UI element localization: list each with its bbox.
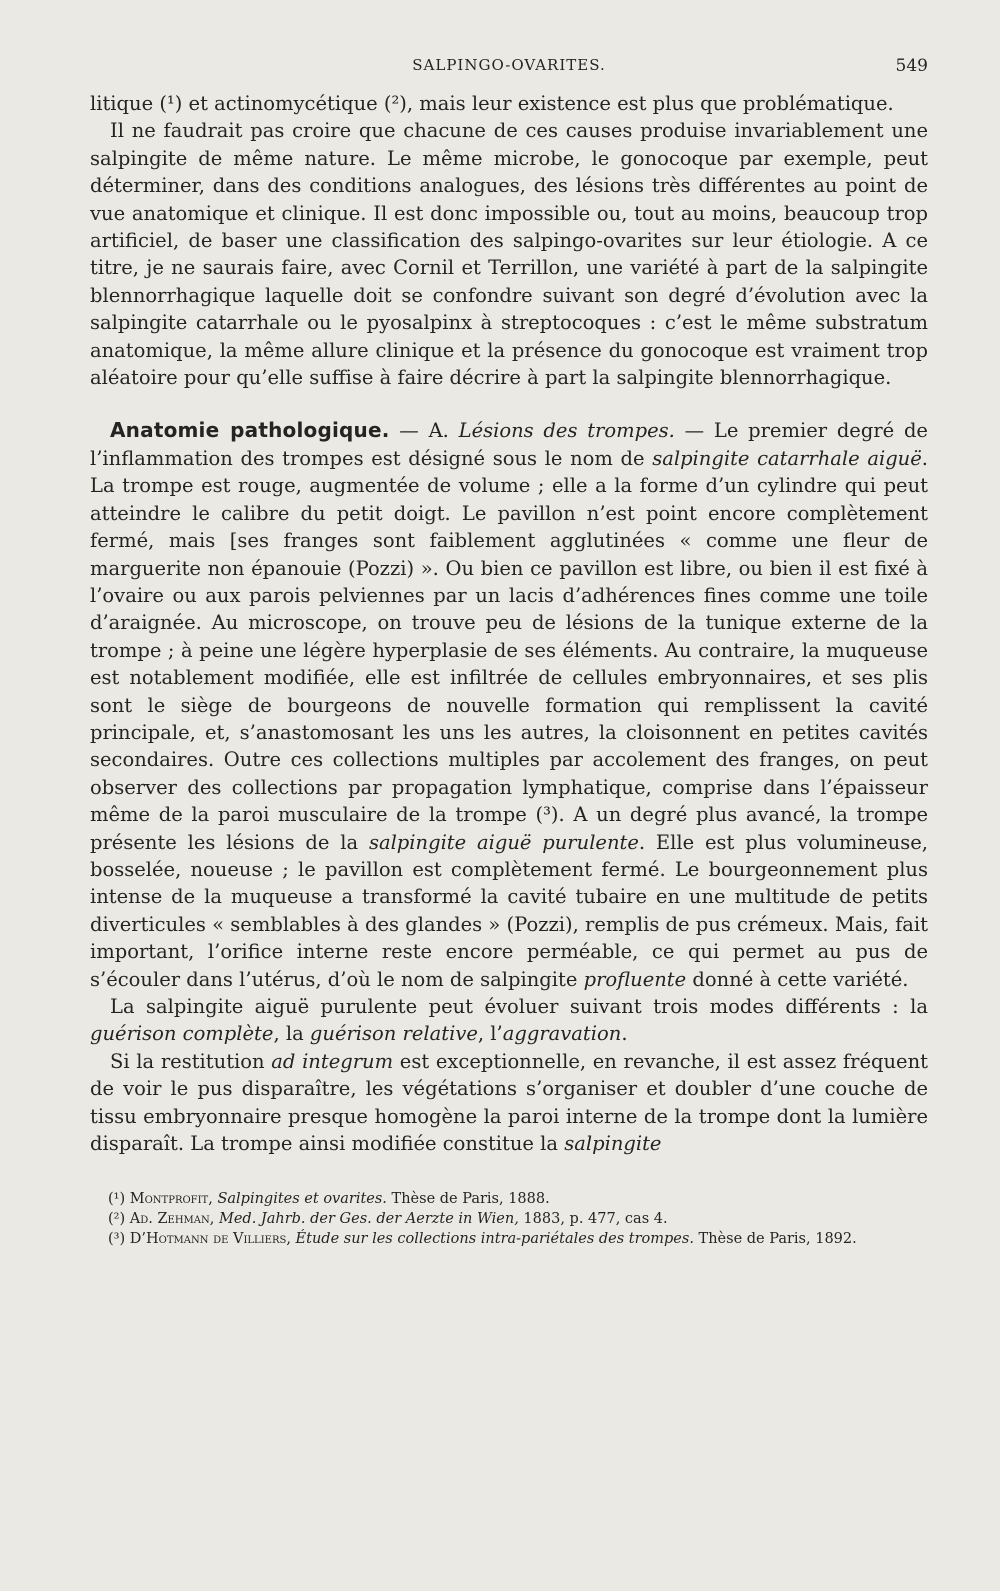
footnote-marker: (²) (108, 1211, 126, 1228)
term-guerison-complete: guérison complète (90, 1022, 274, 1046)
footnote-marker: (³) (108, 1231, 126, 1248)
section-gap (90, 391, 928, 417)
paragraph-3-text-d: . Elle est plus volumineuse, bosselée, noueuse ; le pavillon est complètement fermé. Le bourgeonnement plus intense de la muqueuse a transformé la cavité tubaire en une multitude de petits diverticules « semblables à des glandes » (Pozzi), remplis de pus crémeux. Mais, fait important, l’orifice interne reste encore perméable, ce qui permet au pus de s’écouler dans l’utérus, d’où le nom de salpingite (90, 830, 928, 991)
footnote-title: Salpingites et ovarites. (217, 1191, 387, 1208)
footnote-rest: Thèse de Paris, 1888. (386, 1191, 550, 1208)
term-salpingite-purulente: salpingite aiguë purulente (368, 830, 639, 854)
paragraph-5-text-a: Si la restitution (110, 1049, 272, 1073)
term-aggravation: aggravation (502, 1022, 622, 1046)
paragraph-4-text-d: . (621, 1022, 628, 1046)
body-text (90, 90, 928, 1157)
paragraph-3-text-a: — A. (389, 419, 459, 443)
footnote-title: Med. Jahrb. der Ges. der Aerzte in Wien, (218, 1211, 519, 1228)
term-salpingite-catarrhale: salpingite catarrhale aiguë (652, 446, 922, 470)
paragraph-4 (90, 993, 928, 1048)
paragraph-4-text-a: La salpingite aiguë purulente peut évoluer suivant trois modes différents : la (110, 995, 928, 1018)
page-content (90, 50, 928, 1249)
paragraph-3 (90, 417, 928, 993)
footnote-rest: 1883, p. 477, cas 4. (518, 1211, 668, 1228)
footnote-1 (90, 1189, 928, 1209)
footnote-3 (90, 1229, 928, 1249)
section-heading: Anatomie pathologique. (110, 418, 390, 443)
footnote-2 (90, 1209, 928, 1229)
paragraph-4-text-c: , l’ (477, 1022, 503, 1046)
subheading-lesions-trompes: Lésions des trompes. (458, 419, 675, 443)
term-profluente: profluente (583, 967, 687, 991)
term-ad-integrum: ad integrum (271, 1049, 394, 1073)
paragraph-3-text-b: — Le premier degré de l’inflammation des trompes est désigné sous le nom de (90, 419, 928, 470)
footnotes (90, 1189, 928, 1249)
running-head (90, 50, 928, 90)
paragraph-1: litique (¹) et actinomycétique (²), mais leur existence est plus que problématique. (90, 92, 894, 115)
footnote-title: Étude sur les collections intra-pariétales des trompes. (295, 1231, 694, 1248)
running-title: SALPINGO-OVARITES. (412, 56, 606, 74)
term-guerison-relative: guérison relative (309, 1022, 478, 1046)
paragraph-3-text-c: . La trompe est rouge, augmentée de volume ; elle a la forme d’un cylindre qui peut atteindre le calibre du petit doigt. Le pavillon n’est point encore complètement fermé, mais [ses franges sont faiblement agglutinées « comme une fleur de marguerite non épanouie (Pozzi) ». Ou bien ce pavillon est libre, ou bien il est fixé à l’ovaire ou aux parois pelviennes par un lacis d’adhérences fines comme une toile d’araignée. Au microscope, on trouve peu de lésions de la tunique externe de la trompe ; à peine une légère hyperplasie de ses éléments. Au contraire, la muqueuse est notablement modifiée, elle est infiltrée de cellules embryonnaires, et ses plis sont le siège de bourgeons de nouvelle formation qui remplissent la cavité principale, et, s’anastomosant les uns les autres, la cloisonnent en petites cavités secondaires. Outre ces collections multiples par accolement des franges, on peut observer des collections par propagation lymphatique, comprise dans l’épaisseur même de la paroi musculaire de la trompe (³). A un degré plus avancé, la trompe présente les lésions de la (90, 446, 928, 854)
paragraph-2: Il ne faudrait pas croire que chacune de ces causes produise invariablement une salpingite de même nature. Le même microbe, le gonocoque par exemple, peut déterminer, dans des conditions analogues, des lésions très différentes au point de vue anatomique et clinique. Il est donc impossible ou, tout au moins, beaucoup trop artificiel, de baser une classification des salpingo-ovarites sur leur étiologie. A ce titre, je ne saurais faire, avec Cornil et Terrillon, une variété à part de la salpingite blennorrhagique laquelle doit se confondre suivant son degré d’évolution avec la salpingite catarrhale ou le pyosalpinx à streptocoques : c’est le même substratum anatomique, la même allure clinique et la présence du gonocoque est vraiment trop aléatoire pour qu’elle suffise à faire décrire à part la salpingite blennorrhagique. (90, 119, 928, 390)
paragraph-3-text-e: donné à cette variété. (686, 967, 909, 991)
paragraph-4-text-b: , la (273, 1022, 310, 1046)
paragraph-5 (90, 1048, 928, 1158)
page-number: 549 (895, 56, 928, 76)
footnote-rest: Thèse de Paris, 1892. (693, 1231, 857, 1248)
term-salpingite: salpingite (564, 1132, 662, 1156)
footnote-author: Ad. Zehman, (129, 1211, 215, 1228)
footnote-author: Montprofit, (129, 1191, 213, 1208)
paragraph-5-text-b: est exceptionnelle, en revanche, il est assez fréquent de voir le pus disparaître, les végétations s’organiser et doubler d’une couche de tissu embryonnaire presque homogène la paroi interne de la trompe dont la lumière disparaît. La trompe ainsi modifiée constitue la (90, 1049, 928, 1156)
footnote-marker: (¹) (108, 1191, 126, 1208)
footnote-author: D’Hotmann de Villiers, (129, 1231, 291, 1248)
